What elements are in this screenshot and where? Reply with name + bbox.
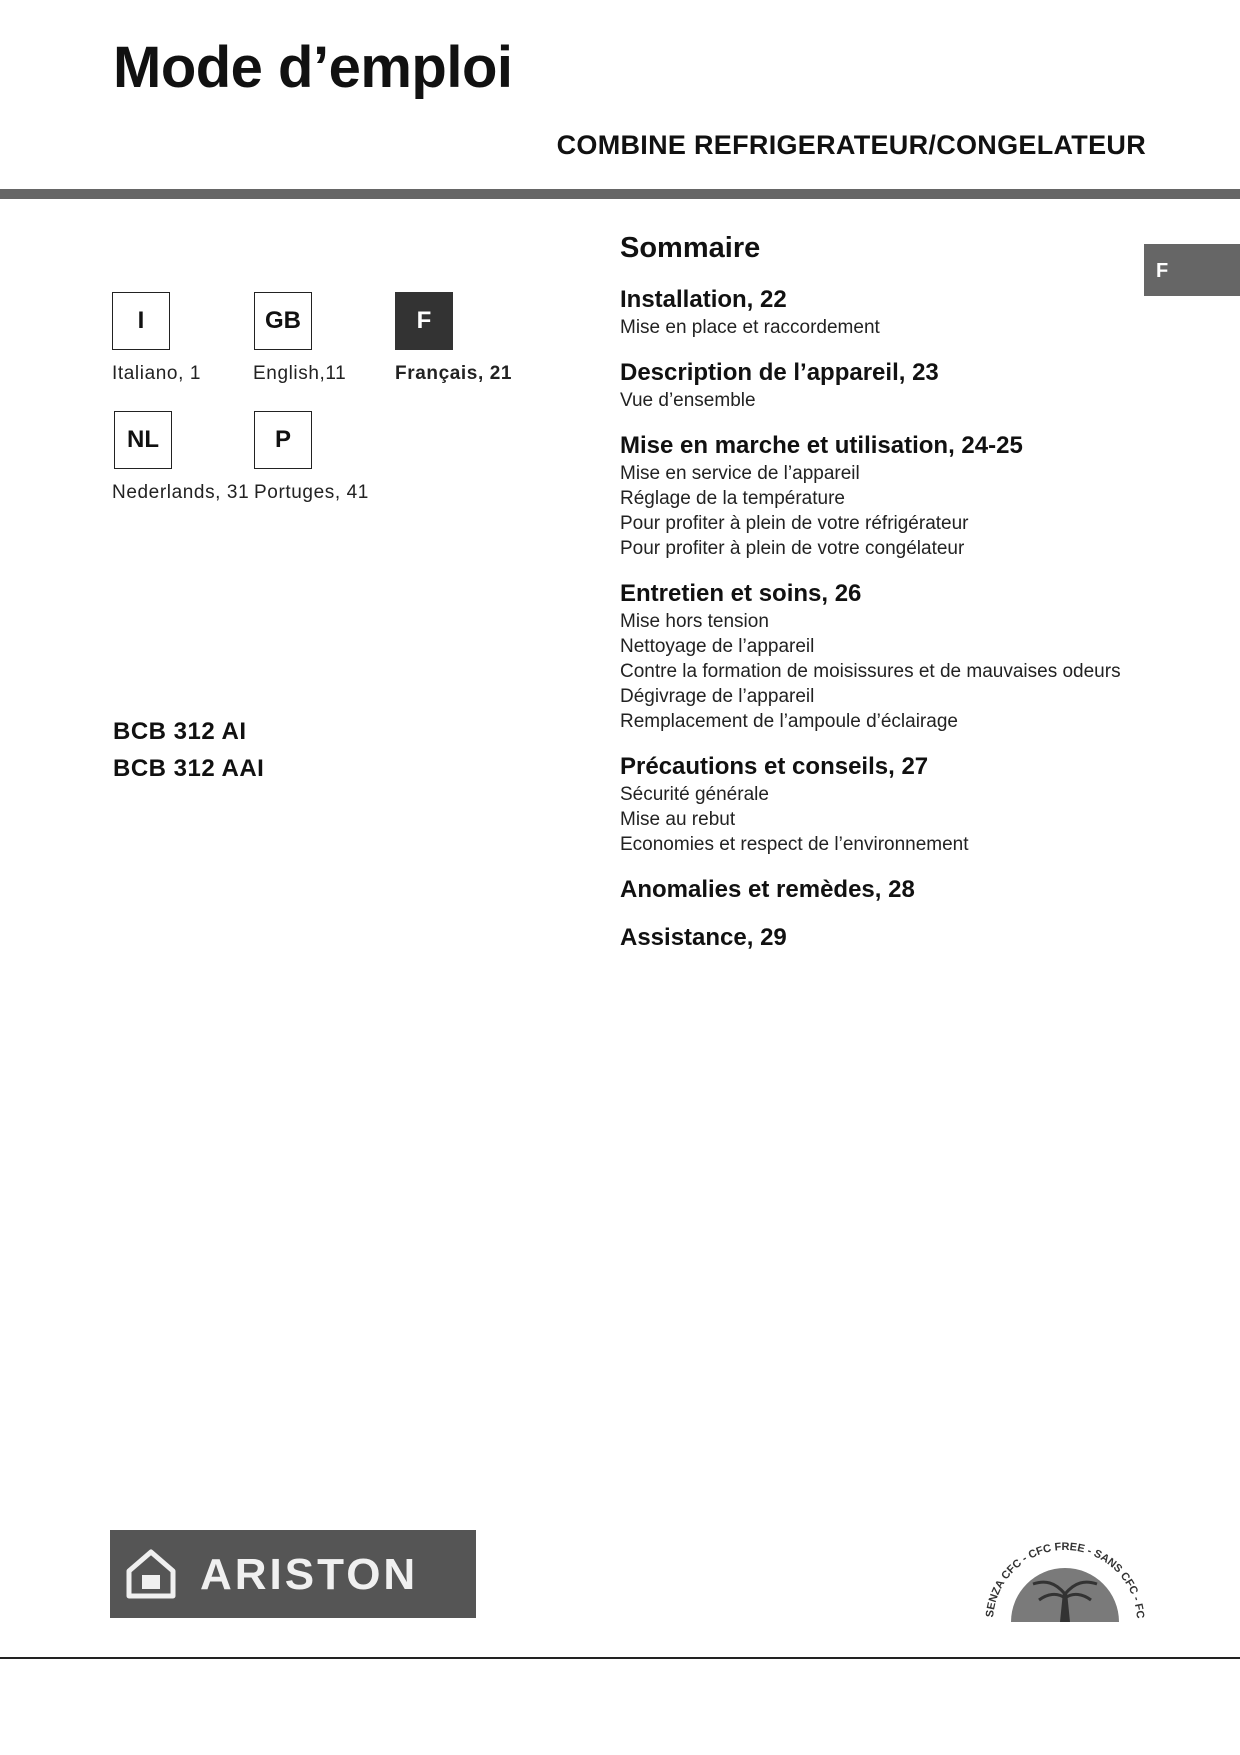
toc-subitem: Mise hors tension [620,611,769,632]
toc-heading: Sommaire [620,232,761,264]
toc-section-title[interactable]: Mise en marche et utilisation, 24-25 [620,432,1023,459]
table-of-contents [620,232,1180,971]
toc-subitem: Economies et respect de l’environnement [620,834,969,855]
toc-subitem: Remplacement de l’ampoule d’éclairage [620,711,958,732]
language-label-nl: Nederlands, 31 [112,482,250,503]
toc-section-title[interactable]: Assistance, 29 [620,924,787,951]
toc-section-title[interactable]: Entretien et soins, 26 [620,580,862,607]
toc-subitem: Contre la formation de moisissures et de mauvaises odeurs [620,661,1121,682]
seal-text: SENZA CFC - CFC FREE - SANS CFC - FC [984,1540,1146,1620]
toc-subitem: Pour profiter à plein de votre congélateur [620,538,965,559]
cfc-free-seal [975,1522,1155,1627]
tree-icon [975,1522,1155,1627]
toc-section [620,431,1180,561]
language-label-p: Portuges, 41 [254,482,369,503]
toc-subitem: Vue d’ensemble [620,390,756,411]
toc-section [620,752,1180,857]
language-box-gb[interactable]: GB [254,292,312,350]
toc-subitem: Nettoyage de l’appareil [620,636,815,657]
toc-section [620,579,1180,734]
toc-section-title[interactable]: Description de l’appareil, 23 [620,359,939,386]
language-box-it[interactable]: I [112,292,170,350]
toc-subitem: Mise en place et raccordement [620,317,880,338]
page-title: Mode d’emploi [113,35,513,100]
language-label-gb: English,11 [253,363,347,384]
toc-subitem: Sécurité générale [620,784,769,805]
ariston-logo [110,1530,476,1618]
toc-section [620,358,1180,413]
toc-subitem: Mise en service de l’appareil [620,463,860,484]
model-name: BCB 312 AAI [113,755,265,782]
toc-section [620,285,1180,340]
language-box-p[interactable]: P [254,411,312,469]
brand-name: ARISTON [200,1550,419,1599]
language-label-fr: Français, 21 [395,363,513,384]
footer-divider [0,1657,1240,1659]
toc-subitem: Mise au rebut [620,809,736,830]
toc-subitem: Réglage de la température [620,488,845,509]
header-divider [0,189,1240,199]
page-subtitle: COMBINE REFRIGERATEUR/CONGELATEUR [556,130,1146,160]
toc-section [620,875,1180,905]
toc-section-title[interactable]: Installation, 22 [620,286,787,313]
toc-section-title[interactable]: Anomalies et remèdes, 28 [620,876,915,903]
toc-section [620,923,1180,953]
language-box-nl[interactable]: NL [114,411,172,469]
toc-subitem: Dégivrage de l’appareil [620,686,815,707]
model-name: BCB 312 AI [113,718,247,745]
language-box-fr[interactable]: F [395,292,453,350]
model-list [113,713,264,787]
language-side-tab-label: F [1156,260,1169,282]
house-icon [124,1547,178,1601]
toc-section-title[interactable]: Précautions et conseils, 27 [620,753,929,780]
language-label-it: Italiano, 1 [112,363,201,384]
toc-subitem: Pour profiter à plein de votre réfrigérateur [620,513,969,534]
